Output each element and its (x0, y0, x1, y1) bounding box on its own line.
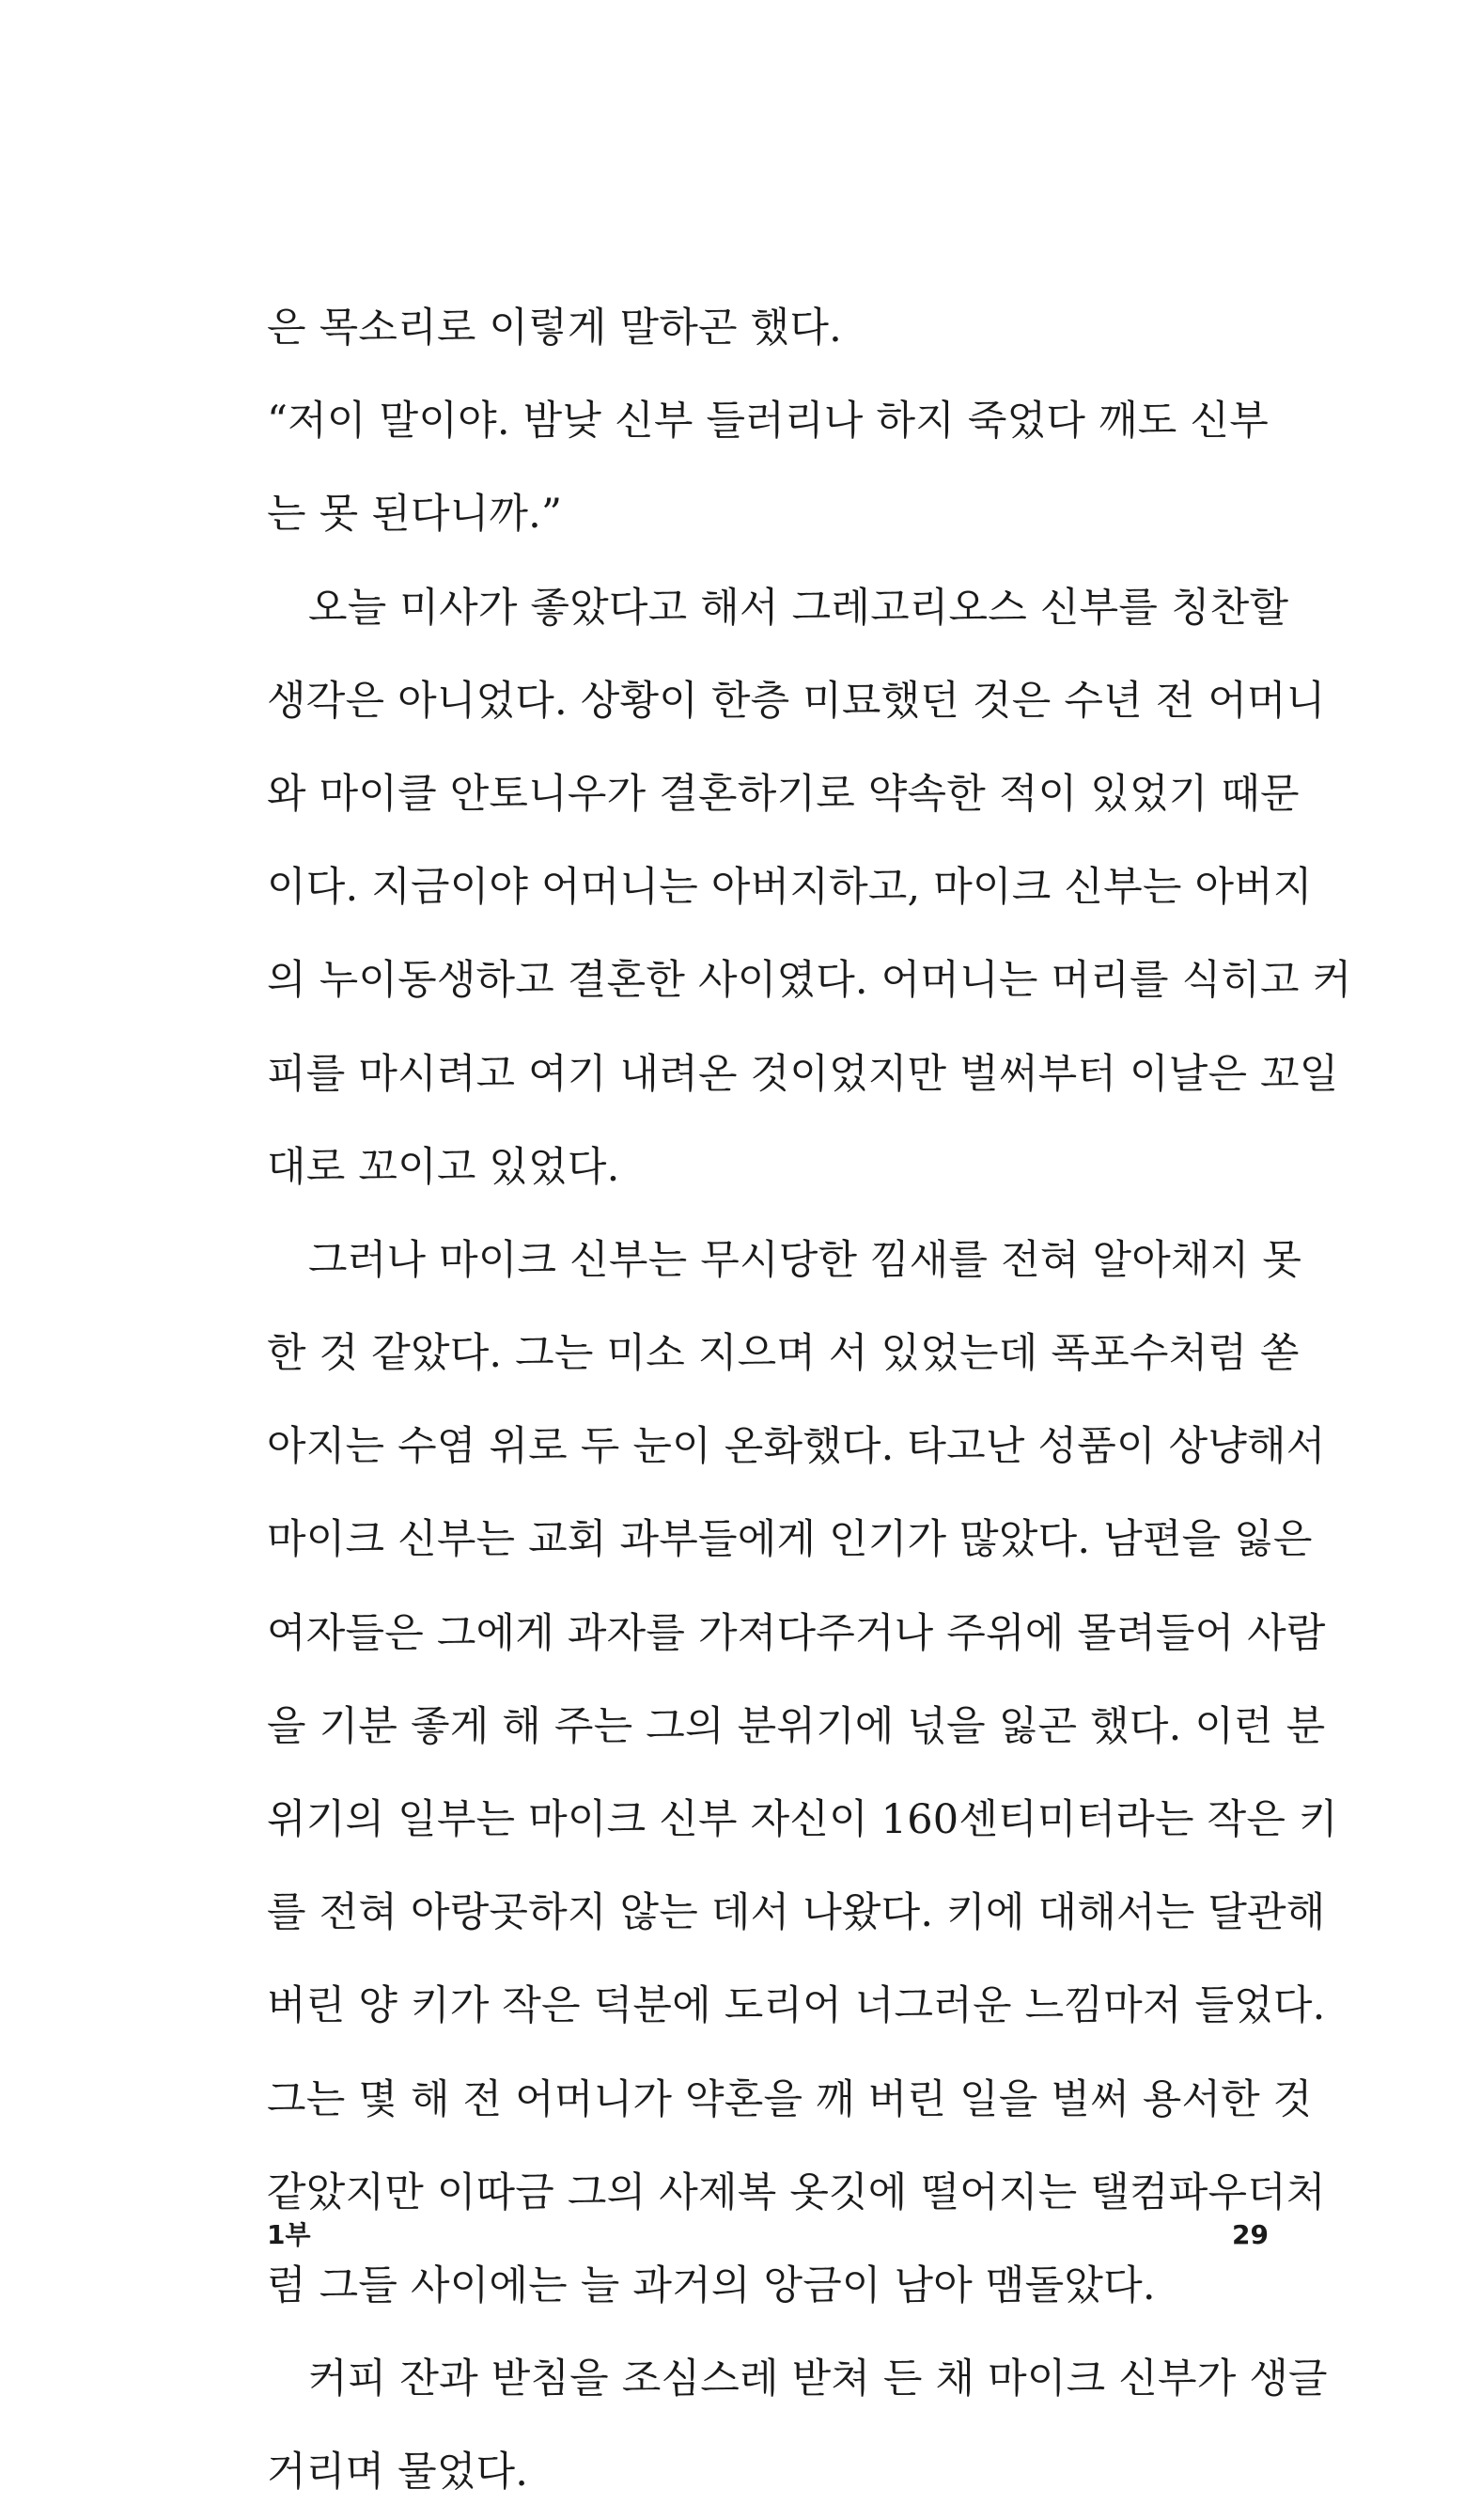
text-line: 피를 마시려고 여기 내려온 것이었지만 벌써부터 이날은 꼬일 (267, 1050, 1339, 1098)
text-line: 대로 꼬이고 있었다. (267, 1143, 620, 1191)
body-text (267, 282, 1352, 2520)
text-line: 그러나 마이크 신부는 무시당한 낌새를 전혀 알아채지 못 (308, 1236, 1302, 1284)
text-line: 오늘 미사가 좋았다고 해서 그레고리오스 신부를 칭찬할 (308, 584, 1289, 632)
text-line: 이다. 지금이야 어머니는 아버지하고, 마이크 신부는 아버지 (267, 864, 1313, 912)
text-line: 의 누이동생하고 결혼한 사이였다. 어머니는 머리를 식히고 커 (267, 957, 1352, 1005)
text-line: 는 못 된다니까.” (267, 491, 563, 539)
page-number: 29 (1232, 2219, 1269, 2250)
text-line: 와 마이클 안토니우가 결혼하기로 약속한 적이 있었기 때문 (267, 770, 1300, 818)
text-line: 은 목소리로 이렇게 말하곤 했다. (267, 305, 842, 352)
text-line: 를 전혀 아랑곳하지 않는 데서 나왔다. 키에 대해서는 달관해 (267, 1889, 1326, 1937)
text-line: 버린 양 키가 작은 덕분에 도리어 너그러운 느낌마저 들었다. (267, 1982, 1326, 2030)
text-line: “저이 말이야. 밤낮 신부 들러리나 하지 죽었다 깨도 신부 (267, 398, 1269, 446)
text-line: 럼 그들 사이에는 늘 과거의 앙금이 남아 맴돌았다. (267, 2262, 1156, 2309)
text-line: 거리며 물었다. (267, 2449, 529, 2497)
text-line: 마이크 신부는 교회 과부들에게 인기가 많았다. 남편을 잃은 (267, 1516, 1313, 1564)
text-line: 위기의 일부는 마이크 신부 자신이 160센티미터라는 작은 키 (267, 1796, 1338, 1843)
text-line: 을 기분 좋게 해 주는 그의 분위기에 넋을 잃곤 했다. 이런 분 (267, 1702, 1326, 1750)
text-line: 같았지만 이따금 그의 사제복 옷깃에 떨어지는 탤컴파우더처 (267, 2168, 1326, 2216)
text-line: 커피 잔과 받침을 조심스레 받쳐 든 채 마이크 신부가 생글 (308, 2356, 1328, 2403)
text-line: 아지는 수염 위로 두 눈이 온화했다. 타고난 성품이 상냥해서 (267, 1423, 1326, 1471)
text-line: 한 것 같았다. 그는 미소 지으며 서 있었는데 폭포수처럼 쏟 (267, 1330, 1300, 1378)
footer-part-label: 1부 (267, 2219, 311, 2250)
text-line: 생각은 아니었다. 상황이 한층 미묘했던 것은 수년 전 어머니 (267, 677, 1326, 725)
text-line: 여자들은 그에게 과자를 가져다주거나 주위에 몰려들어 사람 (267, 1609, 1326, 1657)
text-line: 그는 몇 해 전 어머니가 약혼을 깨 버린 일을 벌써 용서한 것 (267, 2075, 1313, 2123)
